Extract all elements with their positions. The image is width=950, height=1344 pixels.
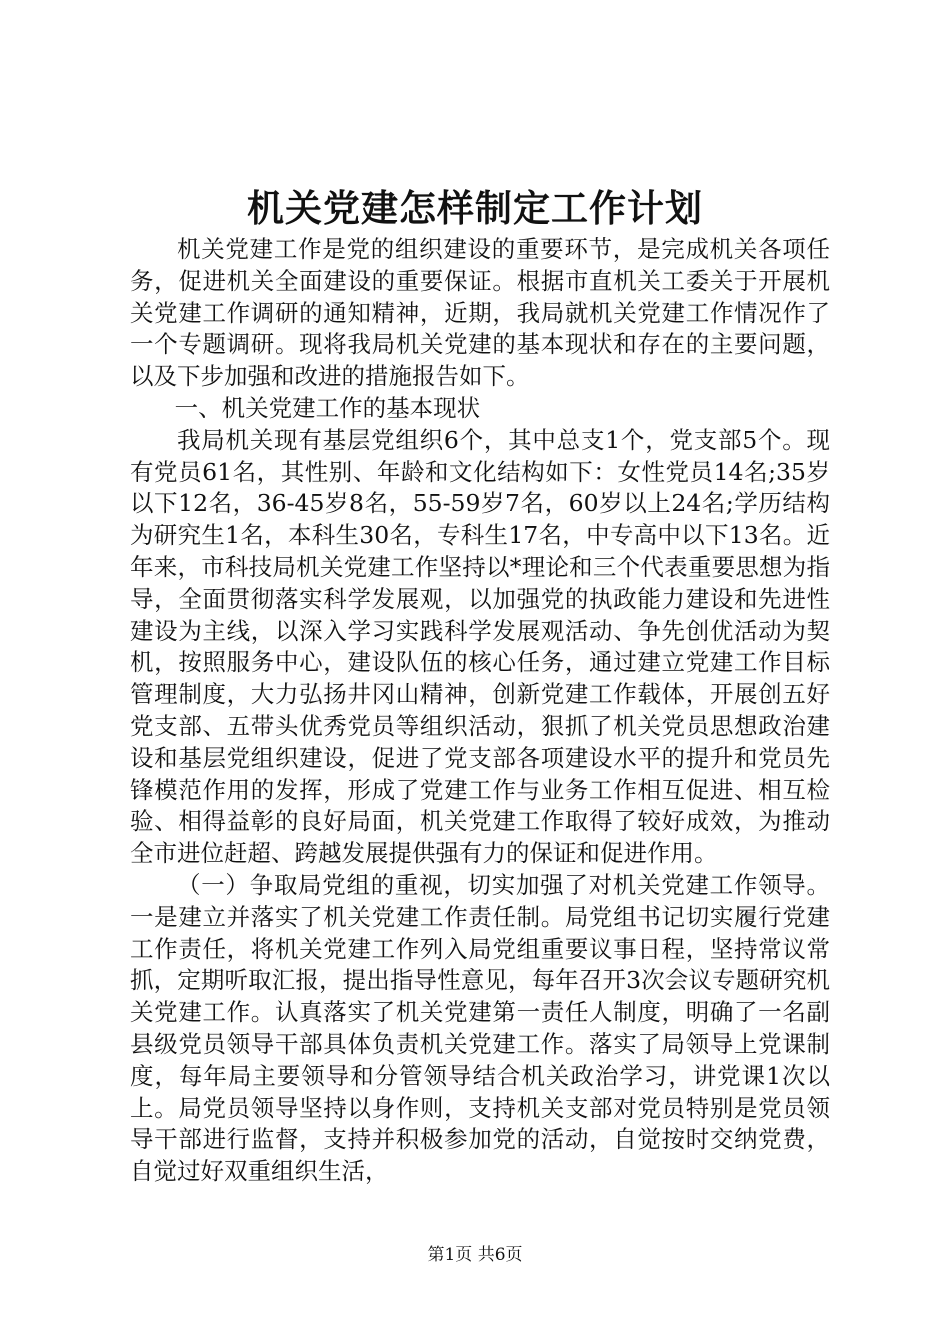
document-body <box>130 234 830 1188</box>
page-footer: 第1页 共6页 <box>427 1245 523 1265</box>
paragraph-leadership: （一）争取局党组的重视，切实加强了对机关党建工作领导。一是建立并落实了机关党建工作责任制。局党组书记切实履行党建工作责任，将机关党建工作列入局党组重要议事日程，坚持常议常抓，定期听取汇报，提出指导性意见，每年召开3次会议专题研究机关党建工作。认真落实了机关党建第一责任人制度，明确了一名副县级党员领导干部具体负责机关党建工作。落实了局领导上党课制度，每年局主要领导和分管领导结合机关政治学习，讲党课1次以上。局党员领导坚持以身作则，支持机关支部对党员特别是党员领导干部进行监督，支持并积极参加党的活动，自觉按时交纳党费，自觉过好双重组织生活， <box>130 870 830 1186</box>
paragraph-basic-status: 我局机关现有基层党组织6个，其中总支1个，党支部5个。现有党员61名，其性别、年龄和文化结构如下：女性党员14名;35岁以下12名，36-45岁8名，55-59岁7名，60岁以上24名;学历结构为研究生1名，本科生30名，专科生17名，中专高中以下13名。近年来，市科技局机关党建工作坚持以*理论和三个代表重要思想为指导，全面贯彻落实科学发展观，以加强党的执政能力建设和先进性建设为主线，以深入学习实践科学发展观活动、争先创优活动为契机，按照服务中心，建设队伍的核心任务，通过建立党建工作目标管理制度，大力弘扬井冈山精神，创新党建工作载体，开展创五好党支部、五带头优秀党员等组织活动，狠抓了机关党员思想政治建设和基层党组织建设，促进了党支部各项建设水平的提升和党员先锋模范作用的发挥，形成了党建工作与业务工作相互促进、相互检验、相得益彰的良好局面，机关党建工作取得了较好成效，为推动全市进位赶超、跨越发展提供强有力的保证和促进作用。 <box>130 425 830 868</box>
paragraph-intro: 机关党建工作是党的组织建设的重要环节，是完成机关各项任务，促进机关全面建设的重要保证。根据市直机关工委关于开展机关党建工作调研的通知精神，近期，我局就机关党建工作情况作了一个专题调研。现将我局机关党建的基本现状和存在的主要问题，以及下步加强和改进的措施报告如下。 <box>130 235 830 391</box>
document-title: 机关党建怎样制定工作计划 <box>247 186 703 230</box>
section-heading-basic-status: 一、机关党建工作的基本现状 <box>174 393 481 422</box>
